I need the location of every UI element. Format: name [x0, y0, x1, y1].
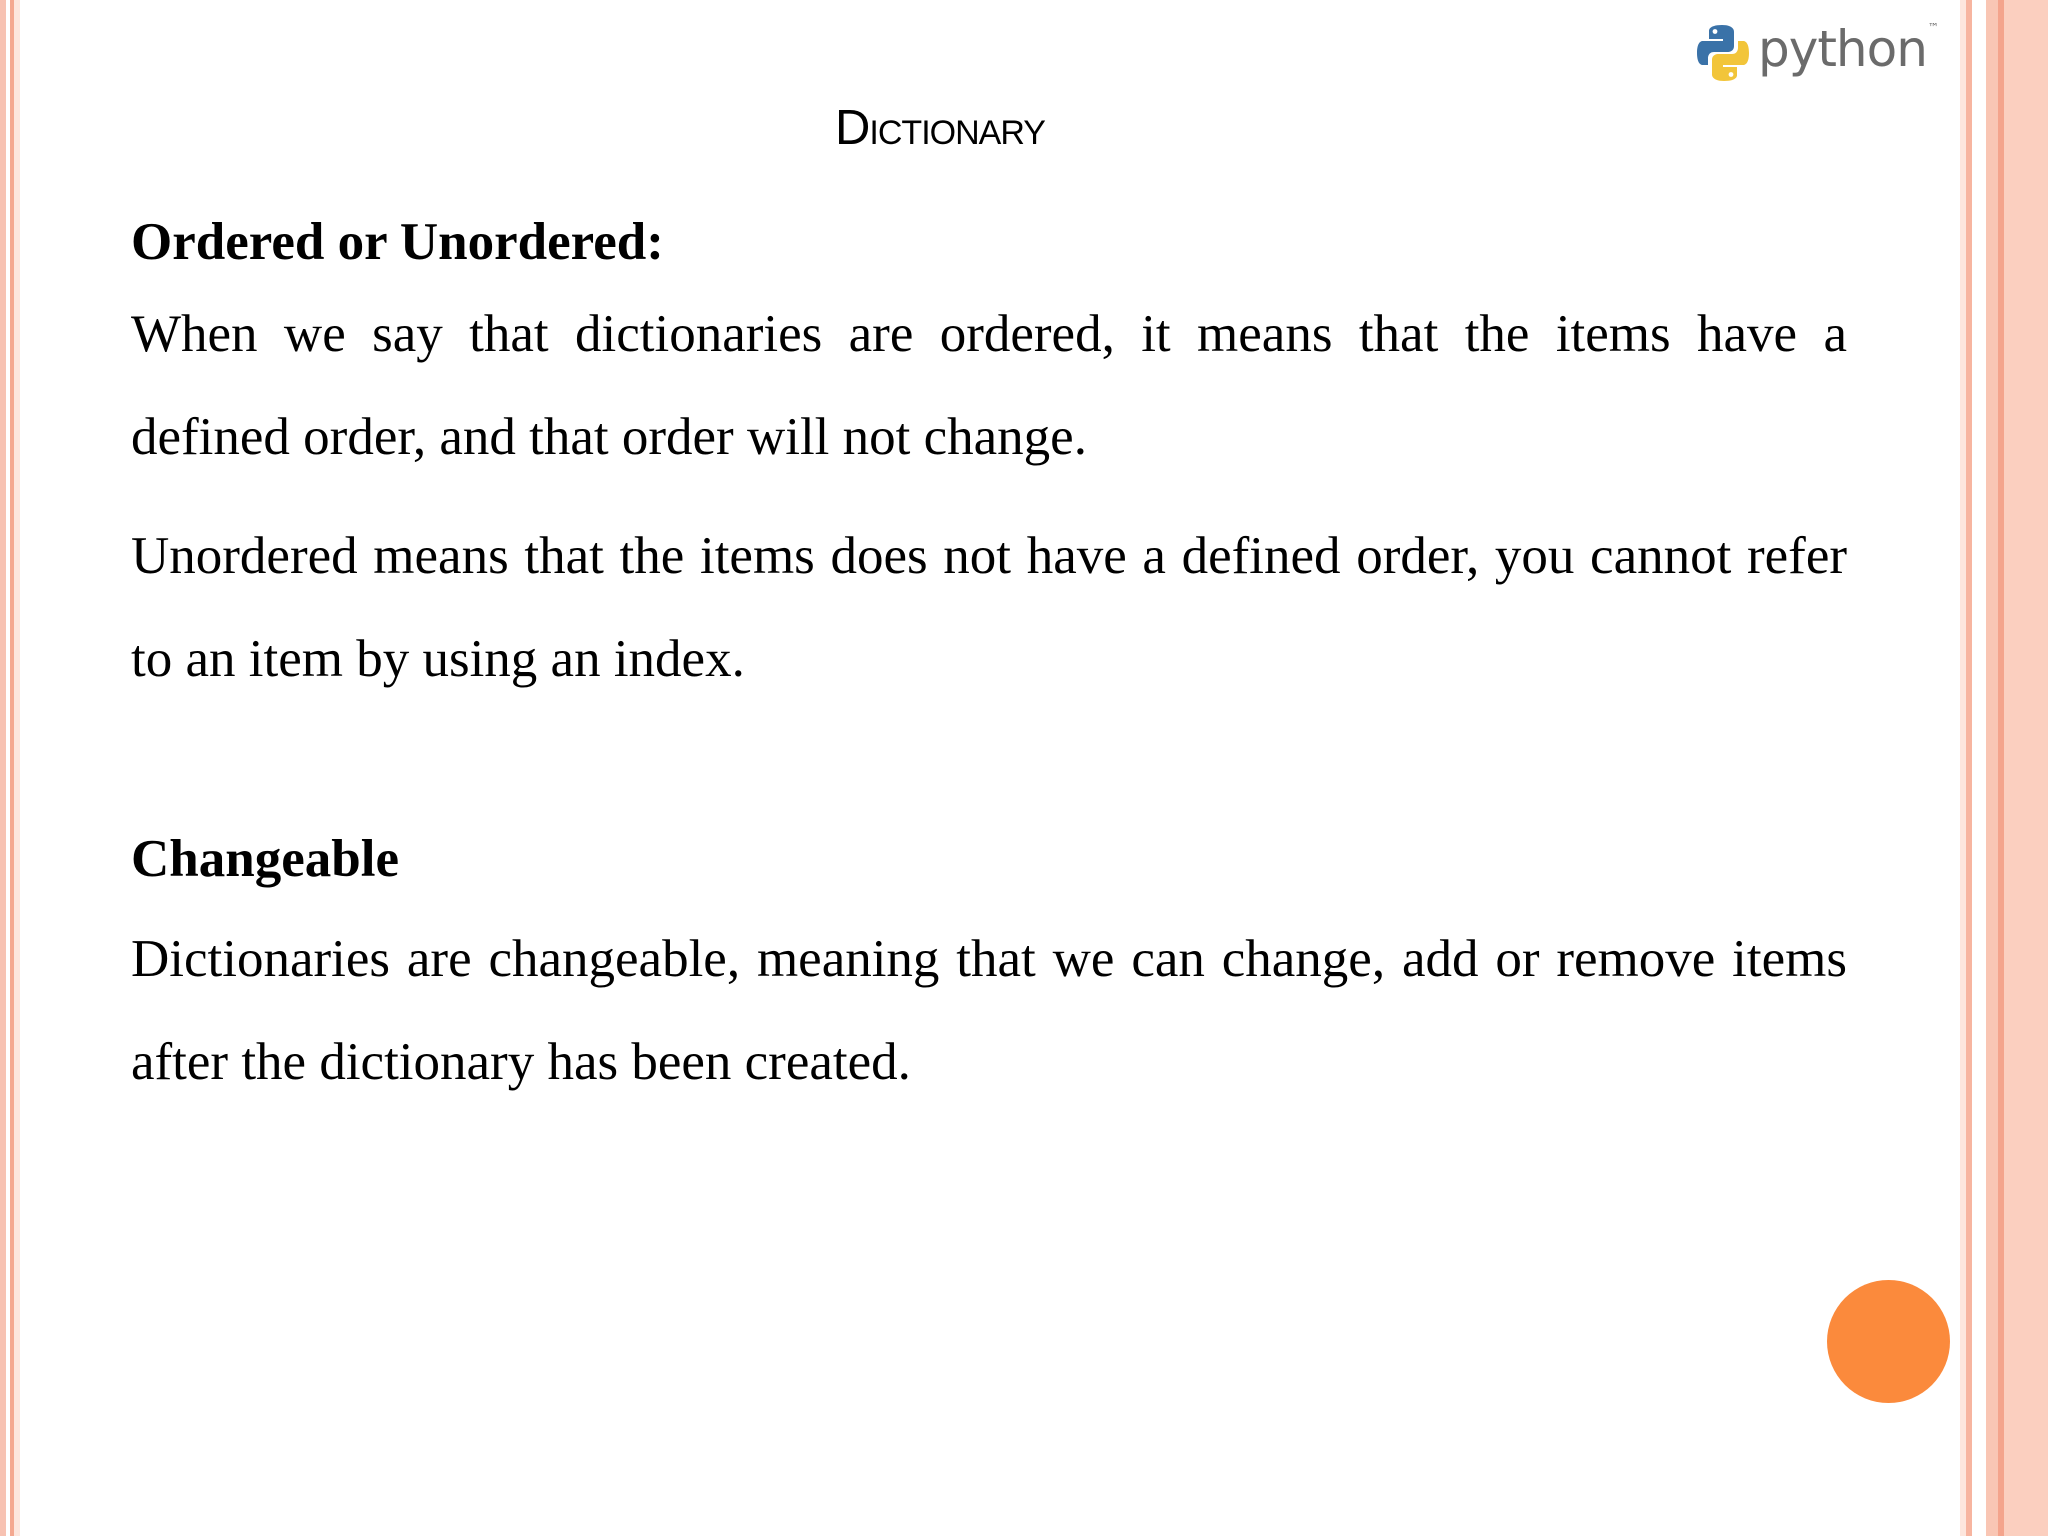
paragraph-ordered-definition: When we say that dictionaries are ordered, it means that the items have a defined order, and that order will not change.: [131, 305, 1847, 466]
right-border-stripe: [1972, 0, 1986, 1536]
section-heading-changeable: Changeable: [131, 830, 399, 888]
python-logo: [1694, 18, 1939, 88]
slide-title: Dictionary: [835, 101, 1045, 155]
python-logo-icon: [1694, 22, 1752, 84]
paragraph-changeable-definition: Dictionaries are changeable, meaning that we can change, add or remove items after the dictionary has been created.: [131, 930, 1847, 1091]
trademark-mark: ™: [1927, 20, 1939, 34]
paragraph-unordered-definition: Unordered means that the items does not have a defined order, you cannot refer to an item by using an index.: [131, 527, 1847, 688]
left-border-stripe: [14, 0, 20, 1536]
section-heading-ordered: Ordered or Unordered:: [131, 213, 664, 271]
right-border-stripe: [1986, 0, 1998, 1536]
python-wordmark: python: [1758, 20, 1927, 78]
orange-accent-circle: [1827, 1280, 1950, 1403]
slide-content: [131, 205, 1847, 1114]
right-border-stripe: [2004, 0, 2048, 1536]
